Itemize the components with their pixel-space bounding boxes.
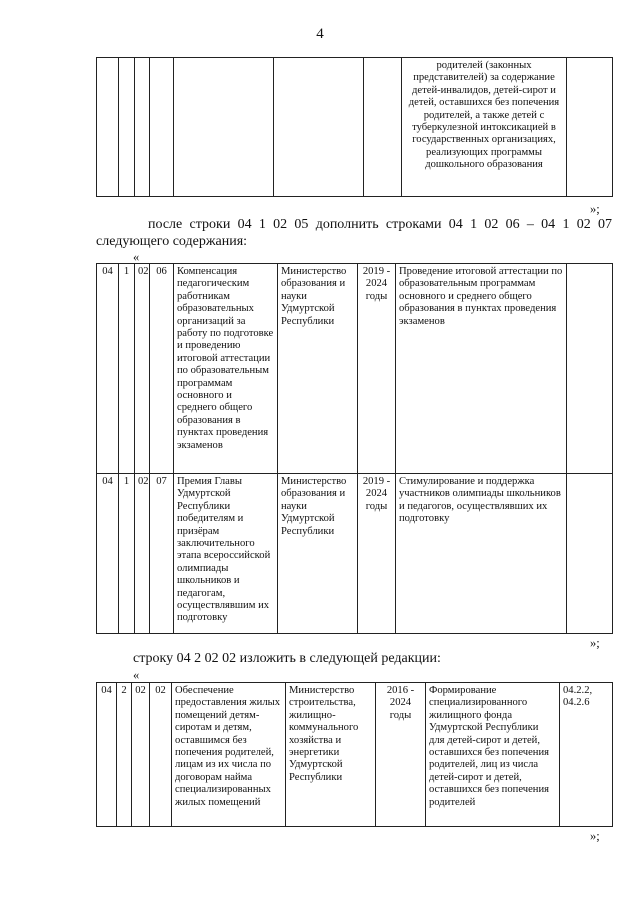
cell-code-4: 06 [150, 264, 174, 474]
cell-code-2: 1 [119, 264, 135, 474]
closing-quote-3: »; [590, 829, 600, 843]
cell-code-2 [119, 58, 135, 197]
cell-code-1: 04 [97, 264, 119, 474]
closing-quote-2: »; [590, 636, 600, 650]
table-replaced-row [96, 682, 613, 827]
page-number: 4 [316, 26, 324, 42]
closing-quote-1: »; [590, 202, 600, 216]
opening-quote-2: « [133, 250, 140, 264]
cell-years: 2016 - 2024 годы [376, 683, 426, 827]
paragraph-add-rows-line1: после строки 04 1 02 05 дополнить строками 04 1 02 06 – 04 1 02 07 [148, 217, 612, 232]
table-row [97, 474, 613, 634]
cell-code-2: 2 [117, 683, 132, 827]
opening-quote-3: « [133, 668, 140, 682]
cell-result: Проведение итоговой аттестации по образовательным программам основного и среднего общего образования в пунктах проведения экзаменов [396, 264, 567, 474]
cell-code-1: 04 [97, 474, 119, 634]
cell-result: родителей (законных представителей) за содержание детей-инвалидов, детей-сирот и детей, оставшихся без попечения родителей, а также детей с туберкулезной интоксикацией в государственных организациях, реализующих программы дошкольного образования [402, 58, 567, 197]
cell-years: 2019 - 2024 годы [358, 474, 396, 634]
cell-result: Формирование специализированного жилищного фонда Удмуртской Республики для детей-сирот и детей, оставшихся без попечения родителей, лиц из числа детей-сирот и детей, оставшихся без попечения родителей [426, 683, 560, 827]
cell-executor: Министерство строительства, жилищно-коммунального хозяйства и энергетики Удмуртской Республики [286, 683, 376, 827]
cell-name: Обеспечение предоставления жилых помещений детям-сиротам и детям, оставшимся без попечения родителей, лицам из их числа по договорам найма специализированных жилых помещений [172, 683, 286, 827]
table-continuation [96, 57, 613, 197]
table-row [97, 264, 613, 474]
cell-code-4: 07 [150, 474, 174, 634]
cell-code-3: 02 [135, 264, 150, 474]
cell-indicator [567, 58, 613, 197]
cell-executor: Министерство образования и науки Удмуртской Республики [278, 474, 358, 634]
cell-code-3 [135, 58, 150, 197]
cell-executor: Министерство образования и науки Удмуртской Республики [278, 264, 358, 474]
cell-indicator: 04.2.2, 04.2.6 [560, 683, 613, 827]
table-row [97, 683, 613, 827]
cell-code-1: 04 [97, 683, 117, 827]
cell-code-4 [150, 58, 174, 197]
cell-code-3: 02 [132, 683, 150, 827]
cell-code-3: 02 [135, 474, 150, 634]
cell-indicator [567, 264, 613, 474]
cell-result: Стимулирование и поддержка участников олимпиады школьников и педагогов, осуществлявших их подготовку [396, 474, 567, 634]
cell-executor [274, 58, 364, 197]
paragraph-replace-row: строку 04 2 02 02 изложить в следующей редакции: [133, 651, 441, 666]
cell-code-4: 02 [150, 683, 172, 827]
cell-years: 2019 - 2024 годы [358, 264, 396, 474]
table-new-rows [96, 263, 613, 634]
cell-name: Компенсация педагогическим работникам образовательных организаций за работу по подготовке и проведению итоговой аттестации по образовательным программам основного и среднего общего образования в пунктах проведения экзаменов [174, 264, 278, 474]
table-row [97, 58, 613, 197]
cell-name: Премия Главы Удмуртской Республики победителям и призёрам заключительного этапа всероссийской олимпиады школьников и педагогам, осуществлявшим их подготовку [174, 474, 278, 634]
cell-years [364, 58, 402, 197]
cell-code-2: 1 [119, 474, 135, 634]
paragraph-add-rows-line2: следующего содержания: [96, 234, 248, 249]
cell-code-1 [97, 58, 119, 197]
cell-name [174, 58, 274, 197]
cell-indicator [567, 474, 613, 634]
